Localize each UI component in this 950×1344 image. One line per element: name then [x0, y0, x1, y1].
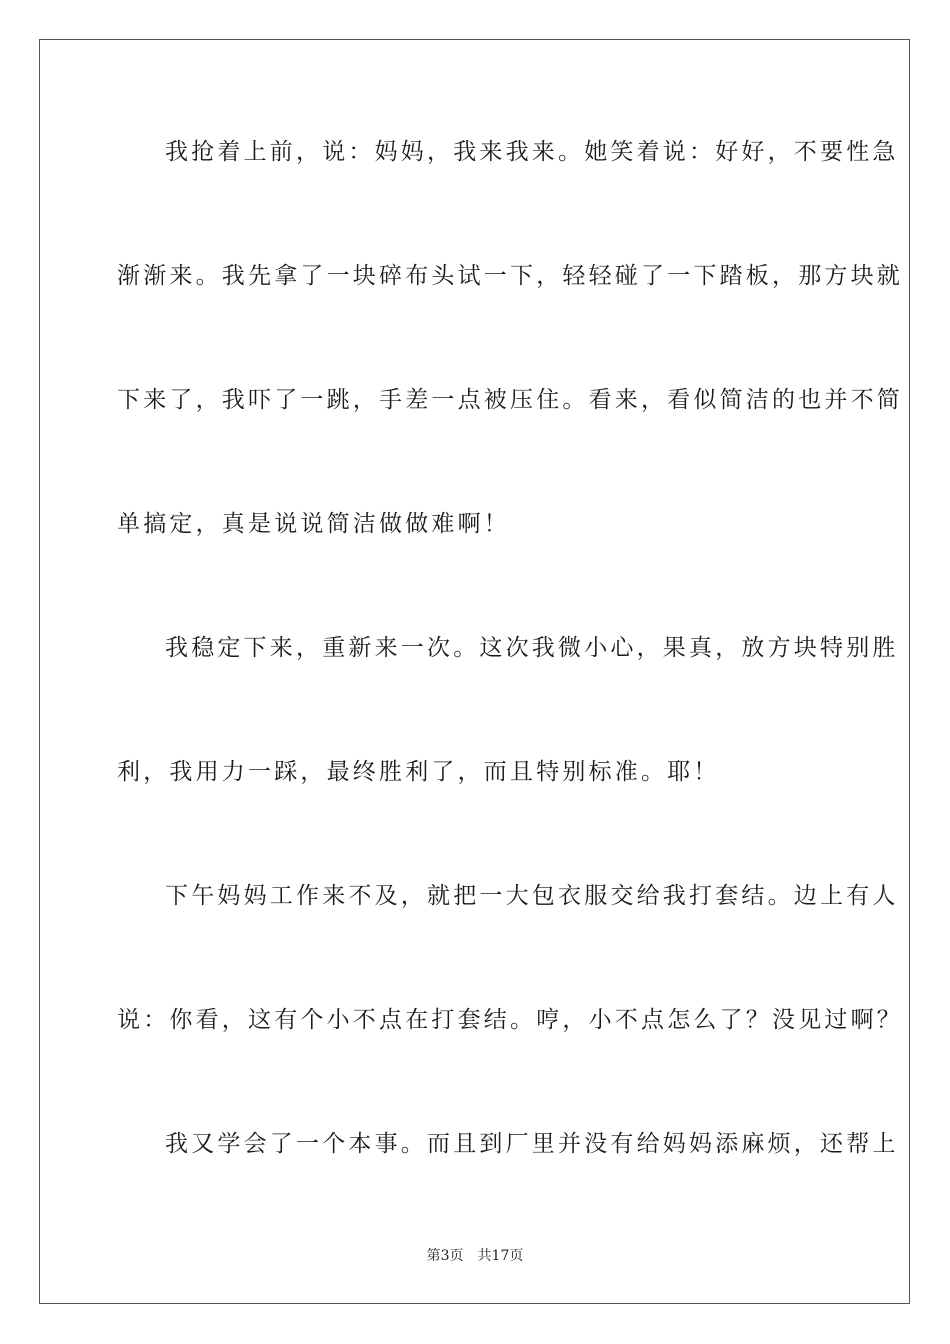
text-line-2: 渐渐来。我先拿了一块碎布头试一下，轻轻碰了一下踏板，那方块就	[117, 263, 903, 289]
text-line-9: 我又学会了一个本事。而且到厂里并没有给妈妈添麻烦，还帮上	[165, 1131, 899, 1157]
page-number: 第3页	[426, 1248, 464, 1264]
text-line-1: 我抢着上前，说：妈妈，我来我来。她笑着说：好好，不要性急	[165, 139, 899, 165]
text-line-8: 说：你看，这有个小不点在打套结。哼，小不点怎么了？没见过啊？	[117, 1007, 903, 1033]
text-line-7: 下午妈妈工作来不及，就把一大包衣服交给我打套结。边上有人	[165, 883, 899, 909]
page-frame	[39, 39, 910, 1304]
text-line-6: 利，我用力一踩，最终胜利了，而且特别标准。耶！	[117, 759, 720, 785]
text-line-5: 我稳定下来，重新来一次。这次我微小心，果真，放方块特别胜	[165, 635, 899, 661]
page-footer	[0, 1247, 950, 1265]
text-line-4: 单搞定，真是说说简洁做做难啊！	[117, 511, 510, 537]
text-line-3: 下来了，我吓了一跳，手差一点被压住。看来，看似简洁的也并不简	[117, 387, 903, 413]
page-total: 共17页	[477, 1248, 524, 1264]
